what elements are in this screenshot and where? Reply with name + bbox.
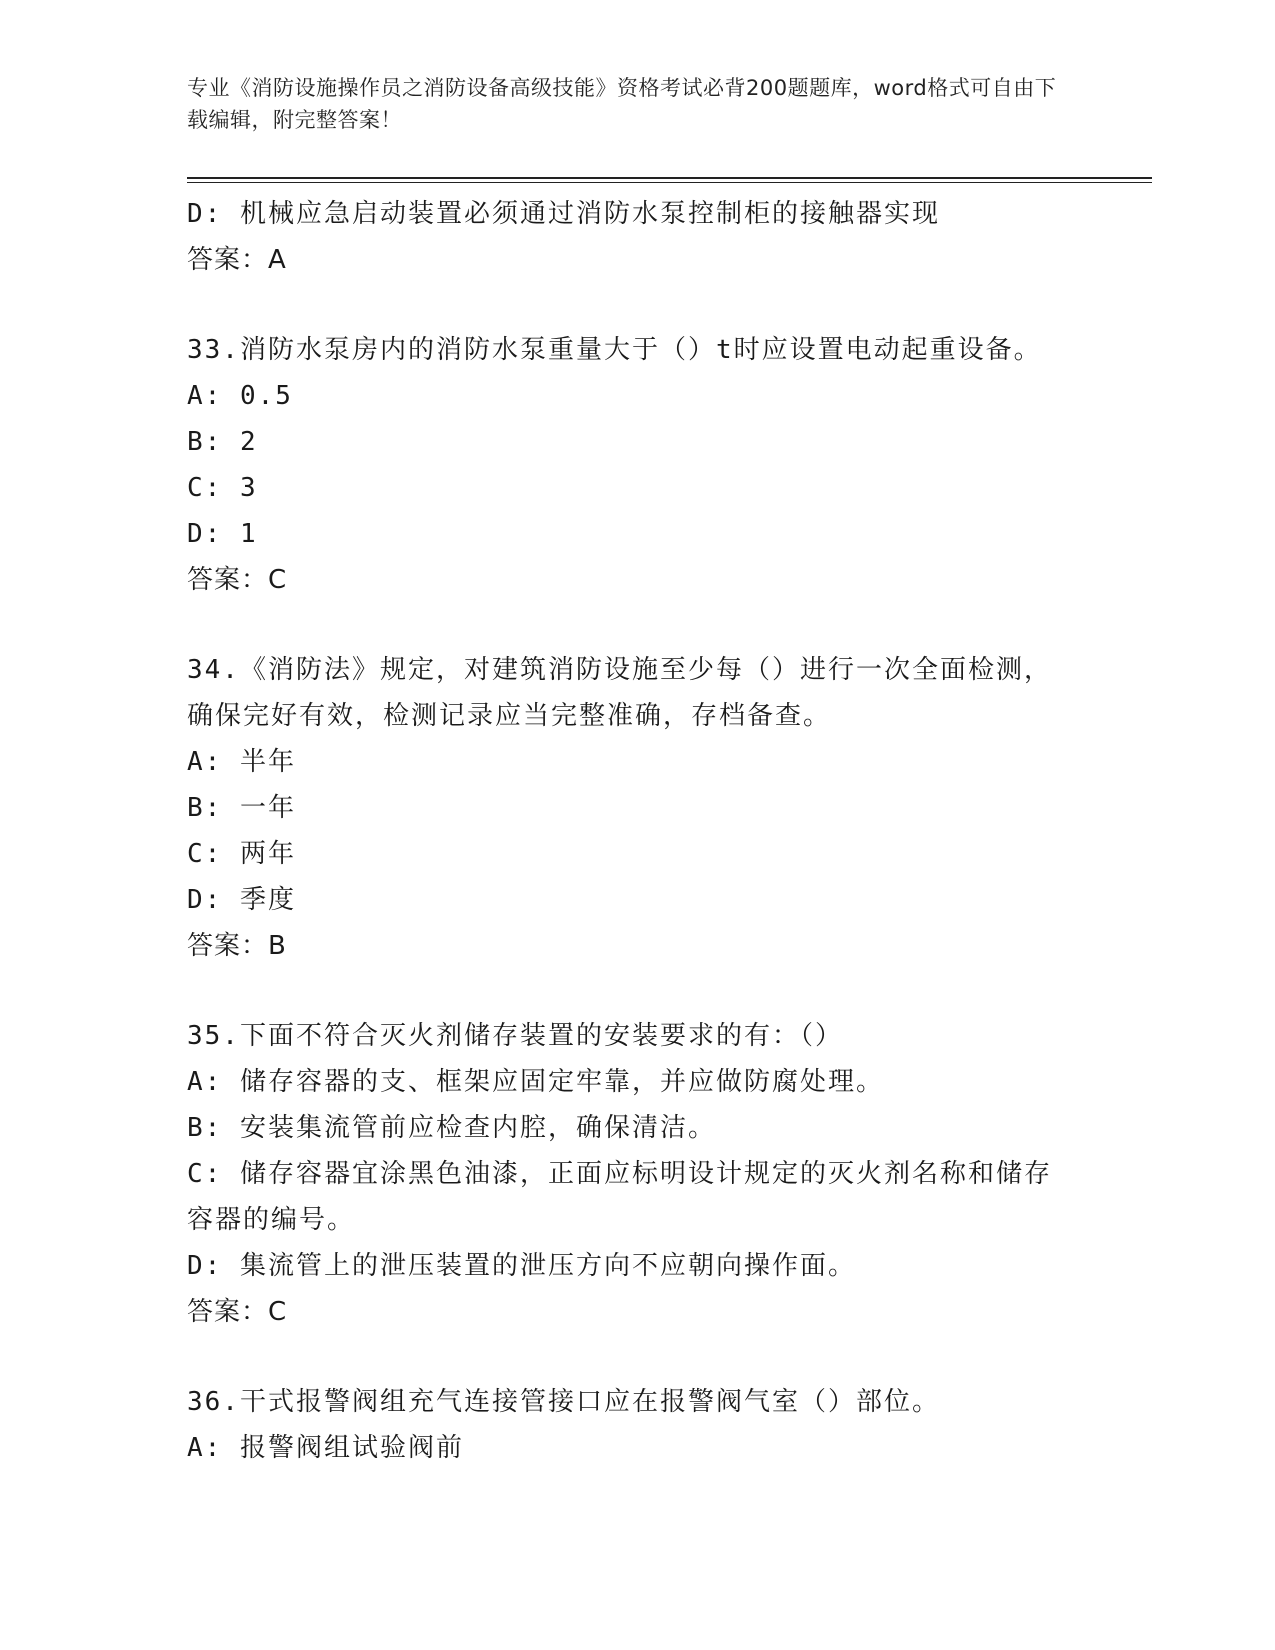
header-rule-thin xyxy=(187,182,1152,183)
option-a: A: 0.5 xyxy=(187,381,293,411)
option-c: C: 3 xyxy=(187,473,258,503)
question-33 xyxy=(187,327,1067,603)
option-d: D: 集流管上的泄压装置的泄压方向不应朝向操作面。 xyxy=(187,1251,856,1281)
answer: 答案：B xyxy=(187,931,287,961)
prev-option-d: D: 机械应急启动装置必须通过消防水泵控制柜的接触器实现 xyxy=(187,199,940,229)
question-34 xyxy=(187,647,1067,969)
prev-answer: 答案：A xyxy=(187,245,287,275)
option-a: A: 储存容器的支、框架应固定牢靠，并应做防腐处理。 xyxy=(187,1067,884,1097)
option-a: A: 报警阀组试验阀前 xyxy=(187,1433,464,1463)
header-rule-thick xyxy=(187,177,1152,179)
answer: 答案：C xyxy=(187,565,288,595)
option-c: C: 两年 xyxy=(187,839,296,869)
option-b: B: 一年 xyxy=(187,793,296,823)
question-stem: 34.《消防法》规定，对建筑消防设施至少每（）进行一次全面检测，确保完好有效，检测记录应当完整准确，存档备查。 xyxy=(187,655,1052,731)
option-b: B: 安装集流管前应检查内腔，确保清洁。 xyxy=(187,1113,716,1143)
question-stem: 36.干式报警阀组充气连接管接口应在报警阀气室（）部位。 xyxy=(187,1387,940,1417)
option-d: D: 1 xyxy=(187,519,258,549)
option-d: D: 季度 xyxy=(187,885,296,915)
document-body xyxy=(187,191,1067,1471)
option-a: A: 半年 xyxy=(187,747,296,777)
question-35 xyxy=(187,1013,1067,1335)
option-b: B: 2 xyxy=(187,427,258,457)
document-header: 专业《消防设施操作员之消防设备高级技能》资格考试必背200题题库，word格式可自由下载编辑，附完整答案！ xyxy=(187,76,1057,132)
question-stem: 33.消防水泵房内的消防水泵重量大于（）t时应设置电动起重设备。 xyxy=(187,335,1042,365)
answer: 答案：C xyxy=(187,1297,288,1327)
question-stem: 35.下面不符合灭火剂储存装置的安装要求的有：（） xyxy=(187,1021,843,1051)
option-c: C: 储存容器宜涂黑色油漆，正面应标明设计规定的灭火剂名称和储存容器的编号。 xyxy=(187,1159,1052,1235)
question-36 xyxy=(187,1379,1067,1471)
